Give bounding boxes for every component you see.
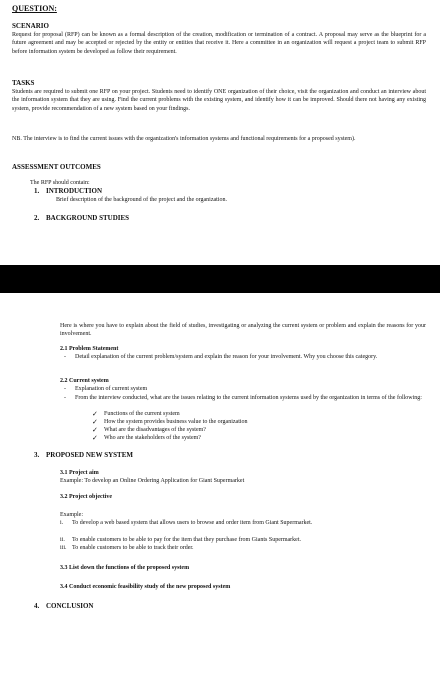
problem-statement-bullet: Detail explanation of the current problem/system and explain the reason for your involvement. Why you choose this category.	[75, 354, 378, 360]
objective-item-2: To enable customers to be able to pay for the item that they purchase from Giants Supermarket.	[72, 537, 302, 543]
objective-item-3: To enable customers to be able to track their order.	[72, 545, 194, 551]
check-item: Functions of the current system	[104, 411, 180, 417]
feasibility-heading: 3.4 Conduct economic feasibility study of the new proposed system	[60, 584, 231, 590]
bullet-dash: -	[64, 395, 66, 401]
functions-heading: 3.3 List down the functions of the proposed system	[60, 565, 190, 571]
item2-title: BACKGROUND STUDIES	[46, 214, 130, 222]
section3-number: 3.	[34, 451, 40, 459]
section3-title: PROPOSED NEW SYSTEM	[46, 451, 133, 459]
document-page-2	[0, 293, 440, 700]
item1-title: INTRODUCTION	[46, 187, 103, 195]
objective-marker: iii.	[60, 545, 67, 551]
rfp-contain-label: The RFP should contain:	[30, 180, 90, 186]
section4-number: 4.	[34, 602, 40, 610]
background-intro-paragraph: Here is where you have to explain about the field of studies, investigating or analyzing the current system or problem and explain the reasons for your involvement.	[60, 323, 426, 338]
checkmark-icon: ✓	[92, 418, 98, 426]
objective-marker: i.	[60, 520, 64, 526]
current-system-bullet-2: From the interview conducted, what are the issues relating to the current information systems used by the organization in terms of the following:	[75, 395, 422, 401]
checkmark-icon: ✓	[92, 410, 98, 418]
scenario-paragraph: Request for proposal (RFP) can be known as a formal description of the creation, modification or termination of a contract. A proposal may serve as the blueprint for a future agreement and may be accepted or rejected by the entity or entities that receive it. Here a committee in an organization will request a project team to submit RFP before information system be developed as follow their requirement.	[12, 32, 426, 55]
checkmark-icon: ✓	[92, 426, 98, 434]
page-separator-band	[0, 265, 440, 293]
bullet-dash: -	[64, 354, 66, 360]
item1-number: 1.	[34, 187, 40, 195]
assessment-outcomes-heading: ASSESSMENT OUTCOMES	[12, 163, 101, 171]
tasks-paragraph: Students are required to submit one RFP on your project. Students need to identify ONE organization of their choice, visit the organization and conduct an interview about the information system that they are using. Find the current problems with the existing system, and identify how it can be improved. Should there not having any existing system, provide recommendation of a new system based on your findings.	[12, 89, 426, 112]
question-heading: QUESTION:	[12, 4, 57, 13]
bullet-dash: -	[64, 386, 66, 392]
item2-number: 2.	[34, 214, 40, 222]
objective-item-1: To develop a web based system that allows users to browse and order item from Giant Supermarket.	[72, 520, 313, 526]
document-page-1	[0, 0, 440, 265]
checkmark-icon: ✓	[92, 434, 98, 442]
check-item: What are the disadvantages of the system?	[104, 427, 206, 433]
objective-marker: ii.	[60, 537, 65, 543]
item1-description: Brief description of the background of the project and the organization.	[56, 197, 227, 203]
project-objective-heading: 3.2 Project objective	[60, 494, 113, 500]
current-system-bullet-1: Explanation of current system	[75, 386, 148, 392]
section4-title: CONCLUSION	[46, 602, 94, 610]
example-label: Example:	[60, 512, 83, 518]
check-item: Who are the stakeholders of the system?	[104, 435, 201, 441]
current-system-heading: 2.2 Current system	[60, 378, 109, 384]
check-item: How the system provides business value to the organization	[104, 419, 248, 425]
nb-note: NB. The interview is to find the current issues with the organization's information systems and functional requirements for a proposed system).	[12, 136, 356, 142]
scenario-heading: SCENARIO	[12, 22, 49, 30]
problem-statement-heading: 2.1 Problem Statement	[60, 346, 119, 352]
tasks-heading: TASKS	[12, 79, 35, 87]
project-aim-heading: 3.1 Project aim	[60, 470, 99, 476]
project-aim-example: Example: To develop an Online Ordering Application for Giant Supermarket	[60, 478, 245, 484]
